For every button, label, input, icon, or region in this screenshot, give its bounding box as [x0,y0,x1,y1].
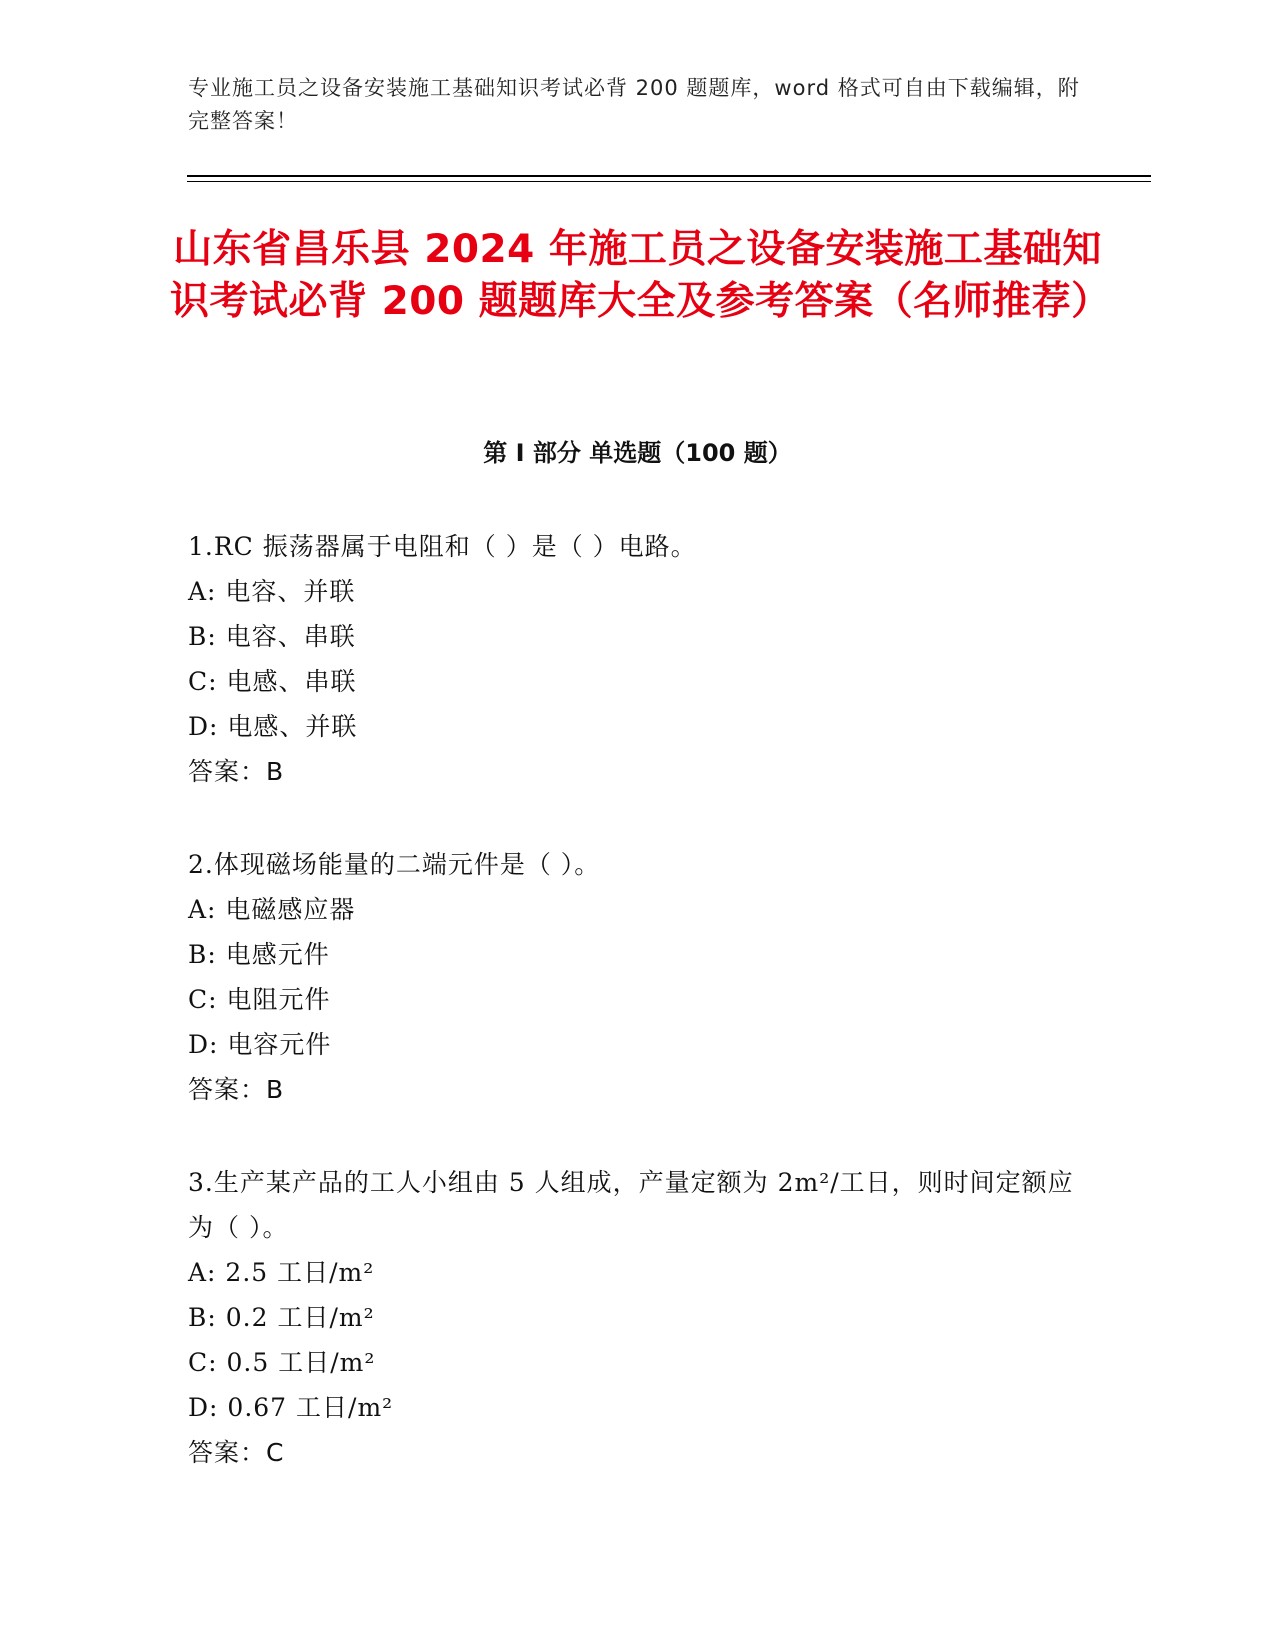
option-b: B: 电容、串联 [188,622,356,651]
option-a: A: 电磁感应器 [188,895,356,924]
option-d: D: 电容元件 [188,1030,332,1059]
answer: 答案：B [188,1075,285,1104]
option-a: A: 2.5 工日/m² [188,1258,375,1287]
section-heading: 第 I 部分 单选题（100 题） [483,439,792,467]
question-2 [188,842,1088,1112]
option-c: C: 电感、串联 [188,667,357,696]
header-divider-thick [187,175,1151,177]
option-c: C: 0.5 工日/m² [188,1348,376,1377]
option-a: A: 电容、并联 [188,577,356,606]
option-c: C: 电阻元件 [188,985,331,1014]
question-stem: 2.体现磁场能量的二端元件是（ ）。 [188,850,601,879]
header-note: 专业施工员之设备安装施工基础知识考试必背 200 题题库，word 格式可自由下载编辑，附完整答案！ [188,76,1080,133]
option-b: B: 0.2 工日/m² [188,1303,375,1332]
header-divider-thin [187,181,1151,182]
option-d: D: 0.67 工日/m² [188,1393,394,1422]
question-3 [188,1160,1088,1475]
option-b: B: 电感元件 [188,940,330,969]
option-d: D: 电感、并联 [188,712,358,741]
document-title: 山东省昌乐县 2024 年施工员之设备安装施工基础知识考试必背 200 题题库大全及参考答案（名师推荐） [170,227,1111,324]
question-1 [188,524,1088,794]
answer: 答案：B [188,757,285,786]
answer: 答案：C [188,1438,285,1467]
question-stem: 1.RC 振荡器属于电阻和（ ）是（ ）电路。 [188,532,697,561]
question-stem: 3.生产某产品的工人小组由 5 人组成，产量定额为 2m²/工日，则时间定额应为（ ）。 [188,1168,1074,1242]
